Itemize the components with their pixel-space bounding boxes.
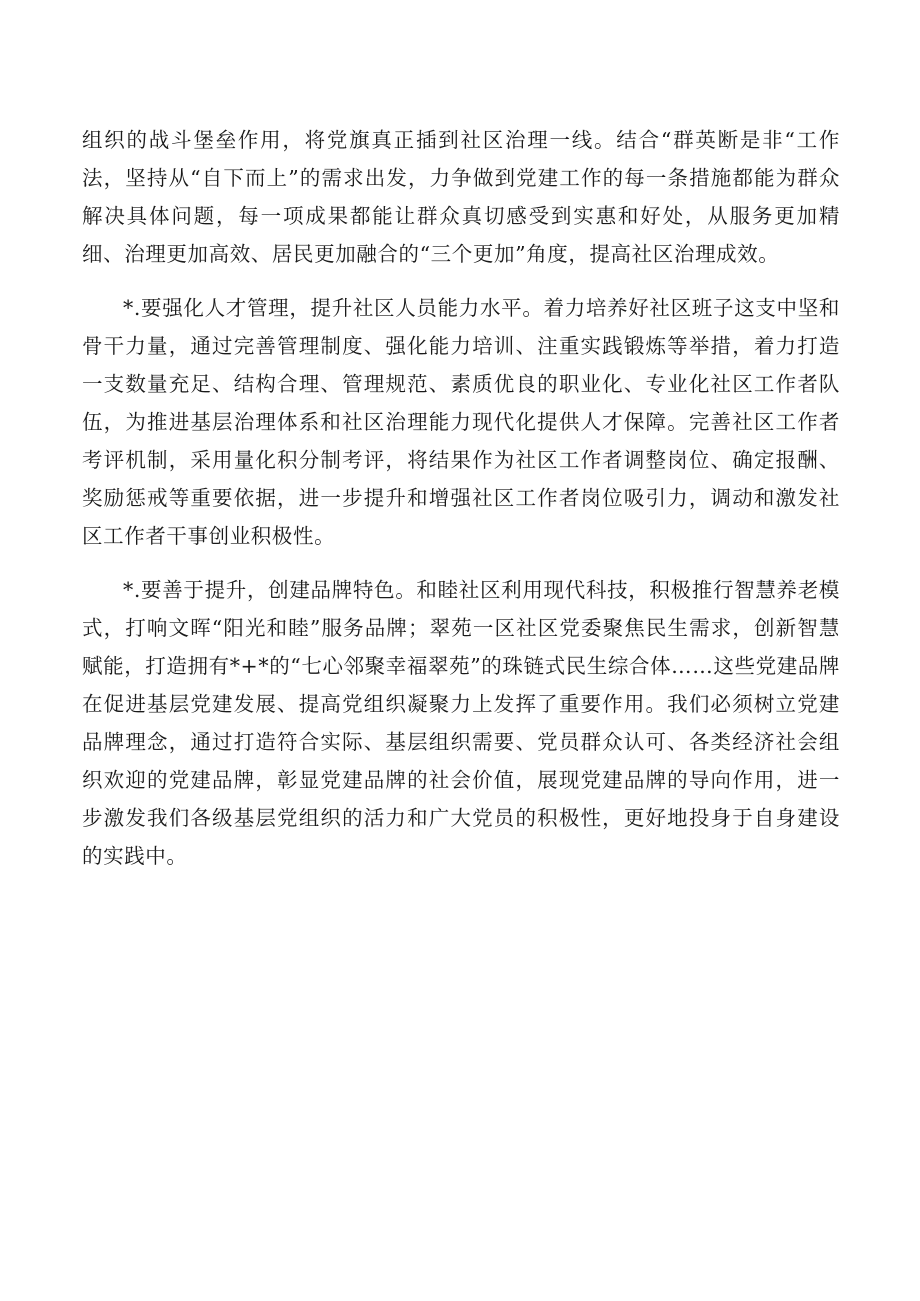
paragraph-talent-management: *.要强化人才管理，提升社区人员能力水平。着力培养好社区班子这支中坚和骨干力量，通过完善管理制度、强化能力培训、注重实践锻炼等举措，着力打造一支数量充足、结构合理、管理规范、素质优良的职业化、专业化社区工作者队伍，为推进基层治理体系和社区治理能力现代化提供人才保障。完善社区工作者考评机制，采用量化积分制考评，将结果作为社区工作者调整岗位、确定报酬、奖励惩戒等重要依据，进一步提升和增强社区工作者岗位吸引力，调动和激发社区工作者干事创业积极性。 <box>82 296 840 548</box>
paragraph-continuation: 组织的战斗堡垒作用，将党旗真正插到社区治理一线。结合“群英断是非“工作法，坚持从“自下而上”的需求出发，力争做到党建工作的每一条措施都能为群众解决具体问题，每一项成果都能让群众真切感受到实惠和好处，从服务更加精细、治理更加高效、居民更加融合的“三个更加”角度，提高社区治理成效。 <box>82 128 840 266</box>
document-body <box>82 121 840 875</box>
paragraph-brand-building: *.要善于提升，创建品牌特色。和睦社区利用现代科技，积极推行智慧养老模式，打响文晖“阳光和睦”服务品牌；翠苑一区社区党委聚焦民生需求，创新智慧赋能，打造拥有*+*的“七心邻聚幸福翠苑”的珠链式民生综合体……这些党建品牌在促进基层党建发展、提高党组织凝聚力上发挥了重要作用。我们必须树立党建品牌理念，通过打造符合实际、基层组织需要、党员群众认可、各类经济社会组织欢迎的党建品牌，彰显党建品牌的社会价值，展现党建品牌的导向作用，进一步激发我们各级基层党组织的活力和广大党员的积极性，更好地投身于自身建设的实践中。 <box>82 578 840 868</box>
